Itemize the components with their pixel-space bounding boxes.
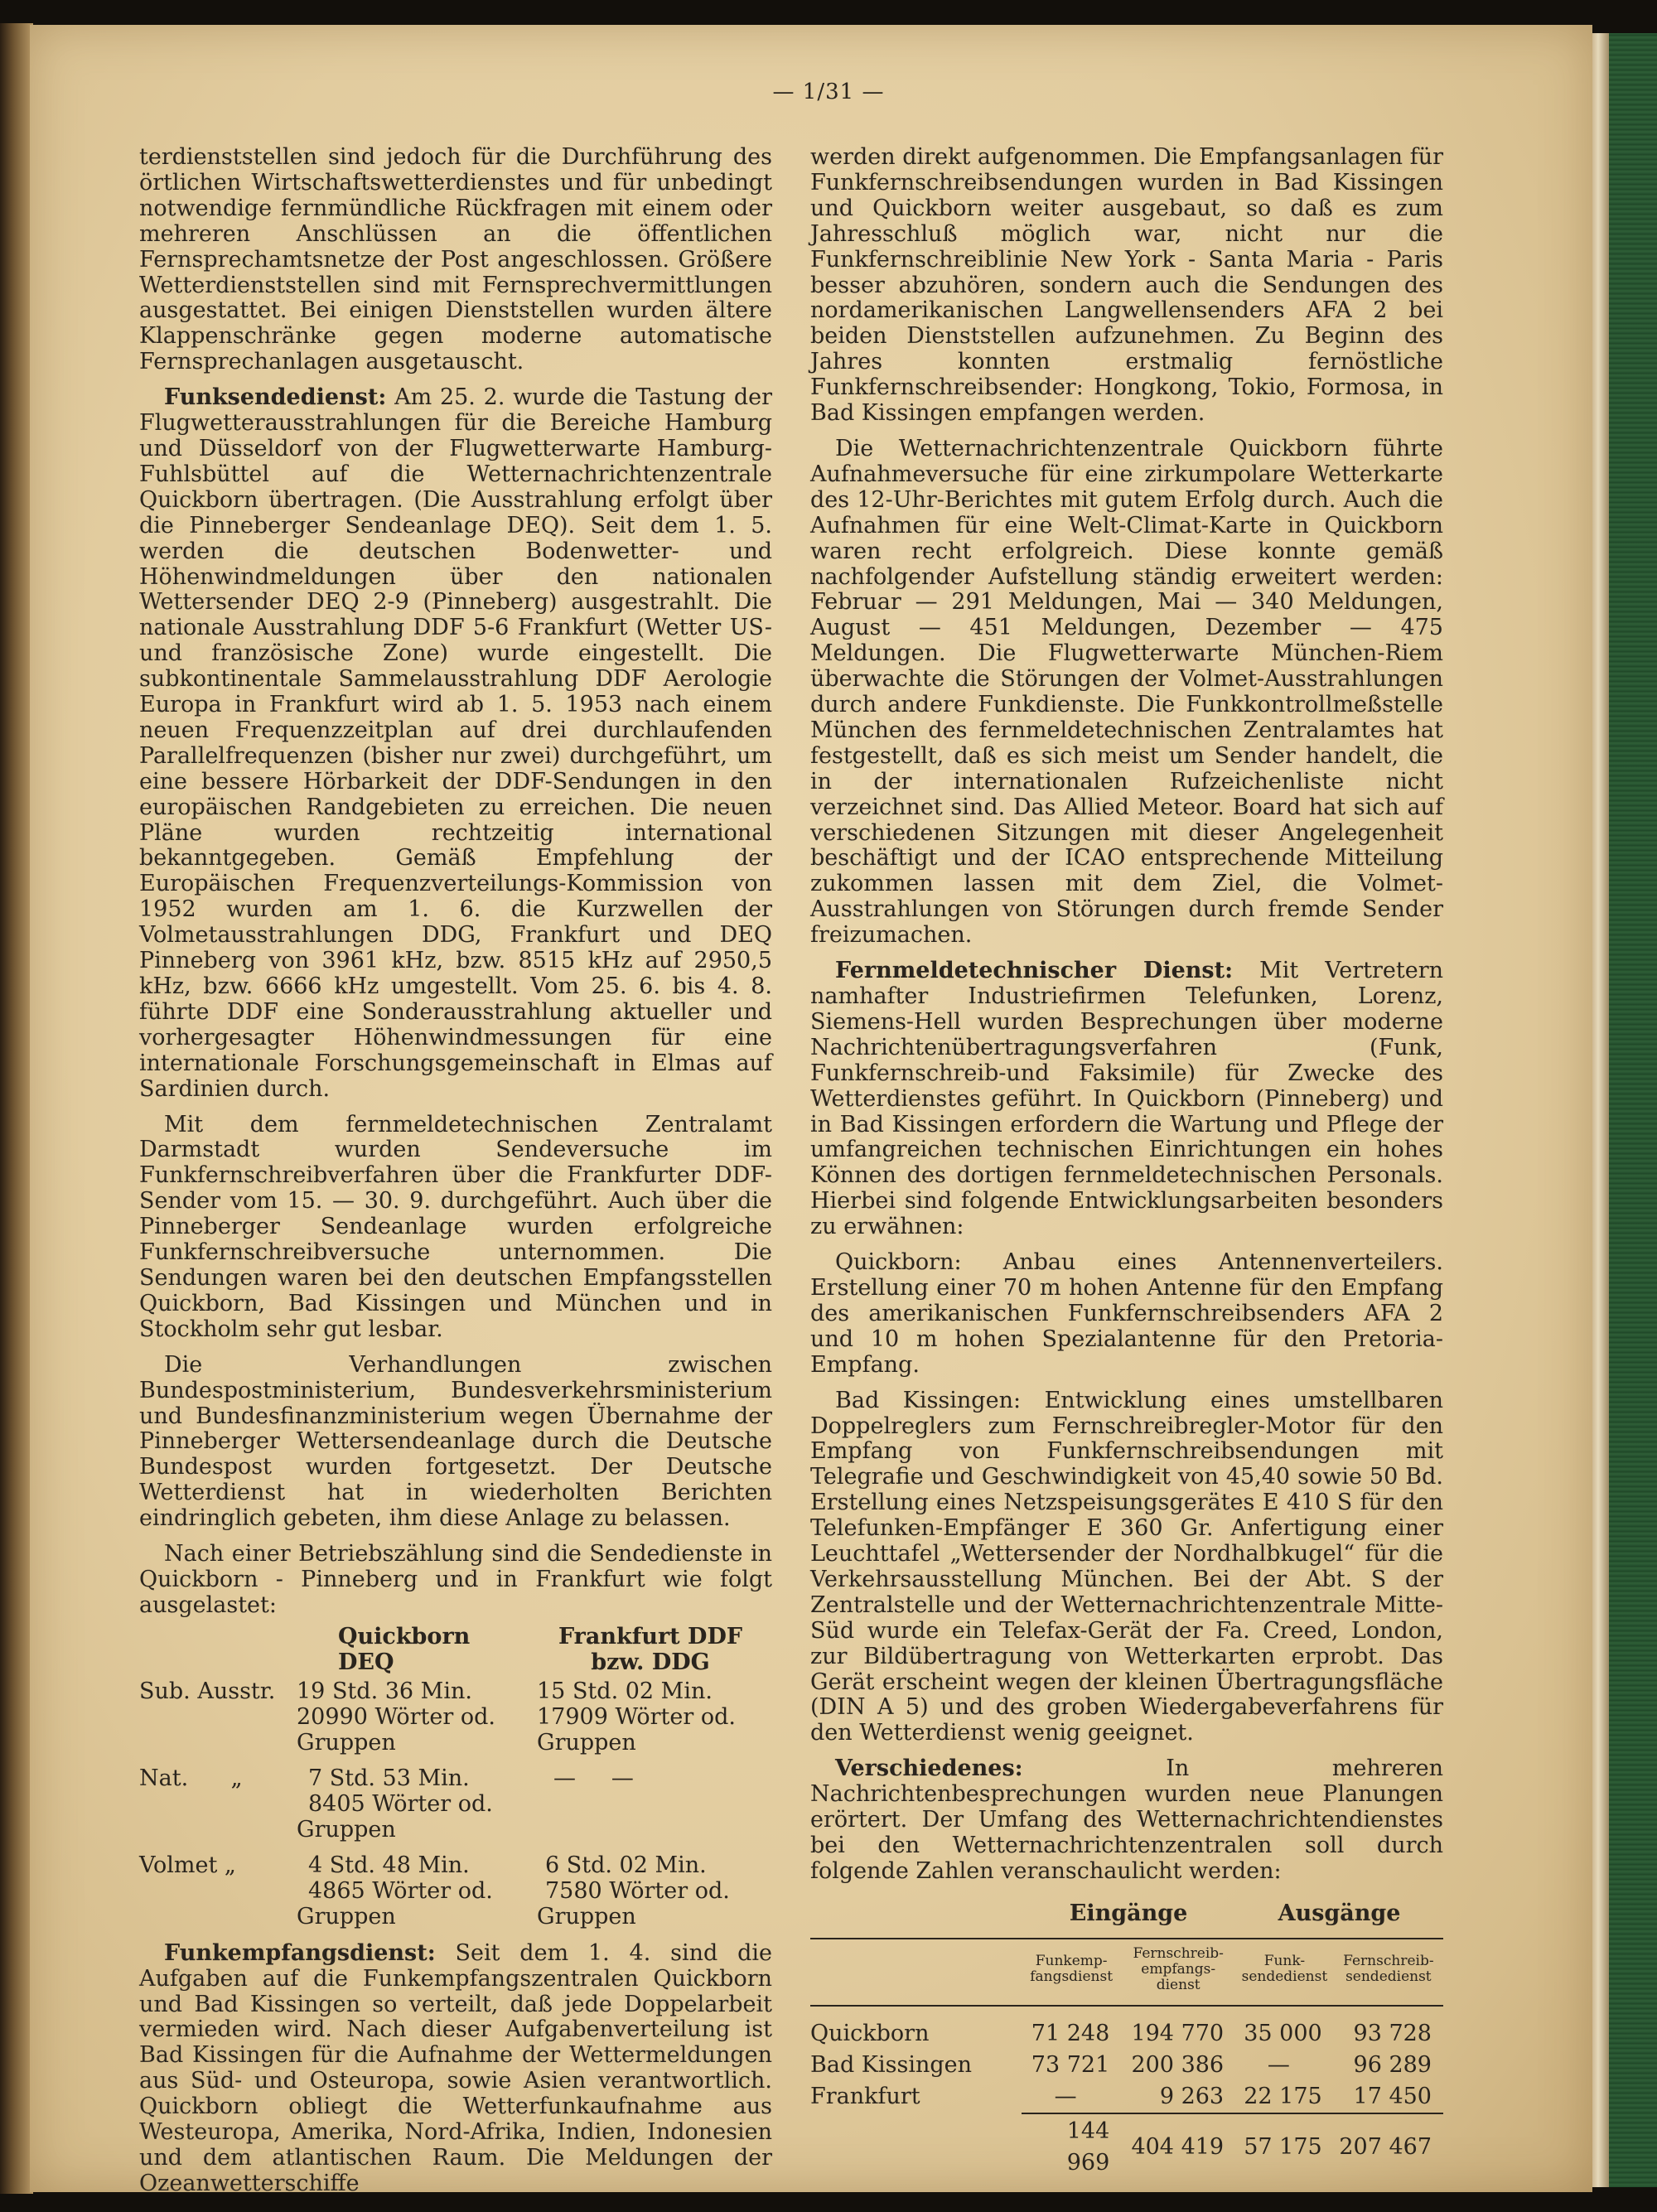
group-header-incoming: Eingänge (1069, 1900, 1188, 1926)
total-cell: 144 969 (1022, 2113, 1121, 2179)
total-cell: 404 419 (1121, 2113, 1235, 2179)
page-number: — 1/31 — (772, 80, 885, 104)
table-cell: 194 770 (1131, 2020, 1225, 2046)
column-header: Funkemp-fangsdienst (1022, 1939, 1121, 2006)
paragraph-text: In mehreren Nachrichtenbesprechungen wurden neue Planungen erörtert. Der Umfang des Wetternachrichtendienstes bei den Wetternachrichtenzentralen soll durch folgende Zahlen veranschaulicht werden: (810, 1756, 1443, 1884)
paragraph: Mit dem fernmeldetechnischen Zentralamt Darmstadt wurden Sendeversuche im Funkfernschreibverfahren über die Frankfurter DDF-Sender vom 15. — 30. 9. durchgeführt. Auch über die Pinneberger Sendeanlage wurden erfolgreiche Funkfernschreibversuche unternommen. Die Sendungen waren bei den deutschen Empfangsstellen Quickborn, Bad Kissingen und München und in Stockholm sehr gut lesbar. (139, 1111, 772, 1342)
table-cell: 4 Std. 48 Min. 4865 Wörter od. Gruppen (297, 1852, 493, 1929)
table-cell: 17 450 (1353, 2083, 1432, 2109)
total-cell: 57 175 (1235, 2113, 1334, 2179)
paragraph (810, 1756, 1443, 1885)
column-header: Fernschreib-sendedienst (1334, 1939, 1443, 2006)
paragraph-text: Am 25. 2. wurde die Tastung der Flugwetterausstrahlungen für die Bereiche Hamburg und Düsseldorf von der Flugwetterwarte Hamburg-Fuhlsbüttel auf die Wetternachrichtenzentrale Quickborn übertragen. (Die Ausstrahlung erfolgt über die Pinneberger Sendeanlage DEQ). Seit dem 1. 5. werden die deutschen Bodenwetter- und Höhenwindmeldungen über den nationalen Wettersender DEQ 2-9 (Pinneberg) ausgestrahlt. Die nationale Ausstrahlung DDF 5-6 Frankfurt (Wetter US- und französische Zone) wurde eingestellt. Die subkontinentale Sammelausstrahlung DDF Aerologie Europa in Frankfurt wird ab 1. 5. 1953 nach einem neuen Frequenzzeitplan auf drei durchlaufenden Parallelfrequenzen (bisher nur zwei) durchgeführt, um eine bessere Hörbarkeit der DDF-Sendungen in den europäischen Randgebieten zu erreichen. Die neuen Pläne wurden rechtzeitig international bekanntgegeben. Gemäß Empfehlung der Europäischen Frequenzverteilungs-Kommission von 1952 wurden am 1. 6. die Kurzwellen der Volmetausstrahlungen DDG, Frankfurt und DEQ Pinneberg von 3961 kHz, bzw. 8515 kHz auf 2950,5 kHz, bzw. 6666 kHz umgestellt. Vom 25. 6. bis 4. 8. führte DDF eine Sonderausstrahlung aktueller und vorhergesagter Höhenwindmessungen für eine internationale Forschungsgemeinschaft in Elmas auf Sardinien durch. (139, 384, 772, 1102)
table-row (139, 1756, 772, 1843)
table-cell: 6 Std. 02 Min. 7580 Wörter od. Gruppen (537, 1852, 730, 1929)
table-row (139, 1843, 772, 1929)
group-header-outgoing: Ausgänge (1278, 1900, 1401, 1926)
column-header: Funk-sendedienst (1235, 1939, 1334, 2006)
paragraph-text: Seit dem 1. 4. sind die Aufgaben auf die Funkempfangszentralen Quickborn und Bad Kissingen so verteilt, daß jede Doppelarbeit vermieden wird. Nach dieser Aufgabenverteilung ist Bad Kissingen für die Aufnahme der Wettermeldungen aus Süd- und Osteuropa, sowie Asien verantwortlich. Quickborn obliegt die Wetterfunkaufnahme aus Westeuropa, Amerika, Nord-Afrika, Indien, Indonesien und dem atlantischen Raum. Die Meldungen der Ozeanwetterschiffe (139, 1939, 772, 2196)
message-statistics-table (810, 1898, 1443, 2179)
total-cell: 207 467 (1334, 2113, 1443, 2179)
table-cell: 9 263 (1159, 2083, 1225, 2109)
table-row (810, 2006, 1443, 2050)
row-label: Volmet „ (139, 1852, 236, 1878)
table-cell: 73 721 (1031, 2051, 1110, 2078)
paragraph: Nach einer Betriebszählung sind die Sendedienste in Quickborn - Pinneberg und in Frankfurt wie folgt ausgelastet: (139, 1541, 772, 1618)
paragraph: werden direkt aufgenommen. Die Empfangsanlagen für Funkfernschreibsendungen wurden in Bad Kissingen und Quickborn weiter ausgebaut, so daß es zum Jahresschluß möglich war, nicht nur die Funkfernschreiblinie New York - Santa Maria - Paris besser abzuhören, sondern auch die Sendungen des nordamerikanischen Langwellensenders AFA 2 bei beiden Dienststellen aufzunehmen. Zu Beginn des Jahres konnten erstmalig fernöstliche Funkfernschreibsender: Hongkong, Tokio, Formosa, in Bad Kissingen empfangen werden. (810, 144, 1443, 427)
table-cell: 22 175 (1244, 2083, 1322, 2109)
paragraph: Bad Kissingen: Entwicklung eines umstellbaren Doppelreglers zum Fernschreibregler-Motor für den Empfang von Funkfernschreibsendungen mit Telegrafie und Geschwindigkeit von 45,40 sowie 50 Bd. Erstellung eines Netzspeisungsgerätes E 410 S für den Telefunken-Empfänger E 360 Gr. Anfertigung einer Leuchttafel „Wettersender der Nordhalbkugel“ für die Verkehrsausstellung München. Bei der Abt. S der Zentralstelle und der Wetternachrichtenzentrale Mitte-Süd wurde ein Telefax-Gerät der Fa. Creed, London, zur Bildübertragung von Wetterkarten erprobt. Das Gerät erscheint wegen der kleinen Übertragungsfläche (DIN A 5) und des groben Wiedergabeverfahrens für den Wetterdienst wenig geeignet. (810, 1387, 1443, 1746)
column-header: Fernschreib-empfangs-dienst (1121, 1939, 1235, 2006)
table-total-row (810, 2113, 1443, 2179)
paragraph: Die Wetternachrichtenzentrale Quickborn führte Aufnahmeversuche für eine zirkumpolare Wetterkarte des 12-Uhr-Berichtes mit gutem Erfolg durch. Auch die Aufnahmen für eine Welt-Climat-Karte in Quickborn waren recht erfolgreich. Diese konnte gemäß nachfolgender Aufstellung ständig erweitert werden: Februar — 291 Meldungen, Mai — 340 Meldungen, August — 451 Meldungen, Dezember — 475 Meldungen. Die Flugwetterwarte München-Riem überwachte die Störungen der Volmet-Ausstrahlungen durch andere Funkdienste. Die Funkkontrollmeßstelle München des fernmeldetechnischen Zentralamtes hat festgestellt, daß es sich meist um Sender handelt, die in der internationalen Rufzeichenliste nicht verzeichnet sind. Das Allied Meteor. Board hat sich auf verschiedenen Sitzungen mit dieser Angelegenheit beschäftigt und der ICAO entsprechende Mitteilung zukommen lassen mit dem Ziel, die Volmet-Ausstrahlungen von Störungen durch fremde Sender freizumachen. (810, 435, 1443, 949)
table-cell: — (1267, 2051, 1290, 2078)
transmission-table (139, 1624, 772, 1929)
table-row (139, 1678, 772, 1756)
table-cell: 19 Std. 36 Min. 20990 Wörter od. Gruppen (297, 1678, 495, 1756)
table-cell: 71 248 (1031, 2020, 1110, 2046)
row-label: Sub. Ausstr. (139, 1678, 276, 1704)
paragraph: Die Verhandlungen zwischen Bundespostministerium, Bundesverkehrsministerium und Bundesfinanzministerium wegen Übernahme der Pinneberger Wettersendeanlage durch die Deutsche Bundespost wurden fortgesetzt. Der Deutsche Wetterdienst hat in wiederholten Berichten eindringlich gebeten, ihm diese Anlage zu belassen. (139, 1351, 772, 1532)
table-cell: 93 728 (1353, 2020, 1432, 2046)
row-label: Frankfurt (810, 2084, 920, 2110)
table-header-row (139, 1624, 772, 1678)
green-book-cover (1609, 33, 1657, 2187)
section-heading: Fernmeldetechnischer Dienst: (835, 958, 1234, 984)
right-column (810, 145, 1443, 2179)
table-cell: 96 289 (1353, 2051, 1432, 2078)
page-edge (1592, 33, 1609, 2187)
row-label: Quickborn (810, 2020, 930, 2046)
paragraph (139, 1941, 772, 2197)
paragraph: terdienststellen sind jedoch für die Durchführung des örtlichen Wirtschaftswetterdienstes und für unbedingt notwendige fernmündliche Rückfragen mit einem oder mehreren Anschlüssen an die öffentlichen Fernsprechamtsnetze der Post angeschlossen. Größere Wetterdienststellen sind mit Fernsprechvermittlungen ausgestattet. Bei einigen Dienststellen wurden ältere Klappenschränke gegen moderne automatische Fernsprechanlagen ausgetauscht. (139, 144, 772, 375)
table-cell: 15 Std. 02 Min. 17909 Wörter od. Gruppen (537, 1678, 736, 1756)
paragraph: Quickborn: Anbau eines Antennenverteilers. Erstellung einer 70 m hohen Antenne für den Empfang des amerikanischen Funkfernschreibsenders AFA 2 und 10 m hohen Spezialantenne für den Pretoria-Empfang. (810, 1249, 1443, 1378)
column-header: Frankfurt DDF bzw. DDG (558, 1623, 743, 1675)
book-binding (0, 23, 33, 2194)
section-heading: Funksendedienst: (164, 384, 387, 411)
section-heading: Funkempfangsdienst: (164, 1939, 436, 1966)
paragraph (810, 959, 1443, 1240)
table-group-header-row (810, 1898, 1443, 1939)
table-row (810, 2050, 1443, 2081)
table-cell: 200 386 (1131, 2051, 1225, 2078)
table-cell: — — (553, 1765, 634, 1791)
section-heading: Verschiedenes: (835, 1756, 1023, 1782)
table-cell: 35 000 (1244, 2020, 1322, 2046)
left-column (139, 145, 772, 2207)
table-row (810, 2081, 1443, 2113)
paragraph (139, 385, 772, 1102)
table-cell: 7 Std. 53 Min. 8405 Wörter od. Gruppen (297, 1765, 493, 1843)
paragraph-text: Mit Vertretern namhafter Industriefirmen Telefunken, Lorenz, Siemens-Hell wurden Besprechungen über moderne Nachrichtenübertragungsverfahren (Funk, Funkfernschreib-und Faksimile) für Zwecke des Wetterdienstes geführt. In Quickborn (Pinneberg) und in Bad Kissingen erfordern die Wartung und Pflege der umfangreichen technischen Einrichtungen ein hohes Können des dortigen fernmeldetechnischen Personals. Hierbei sind folgende Entwicklungsarbeiten besonders zu erwähnen: (810, 958, 1443, 1240)
row-label: Nat. „ (139, 1765, 243, 1791)
table-cell: — (1054, 2083, 1077, 2109)
row-label: Bad Kissingen (810, 2051, 972, 2078)
table-header-row (810, 1939, 1443, 2006)
column-header: Quickborn DEQ (338, 1623, 471, 1675)
